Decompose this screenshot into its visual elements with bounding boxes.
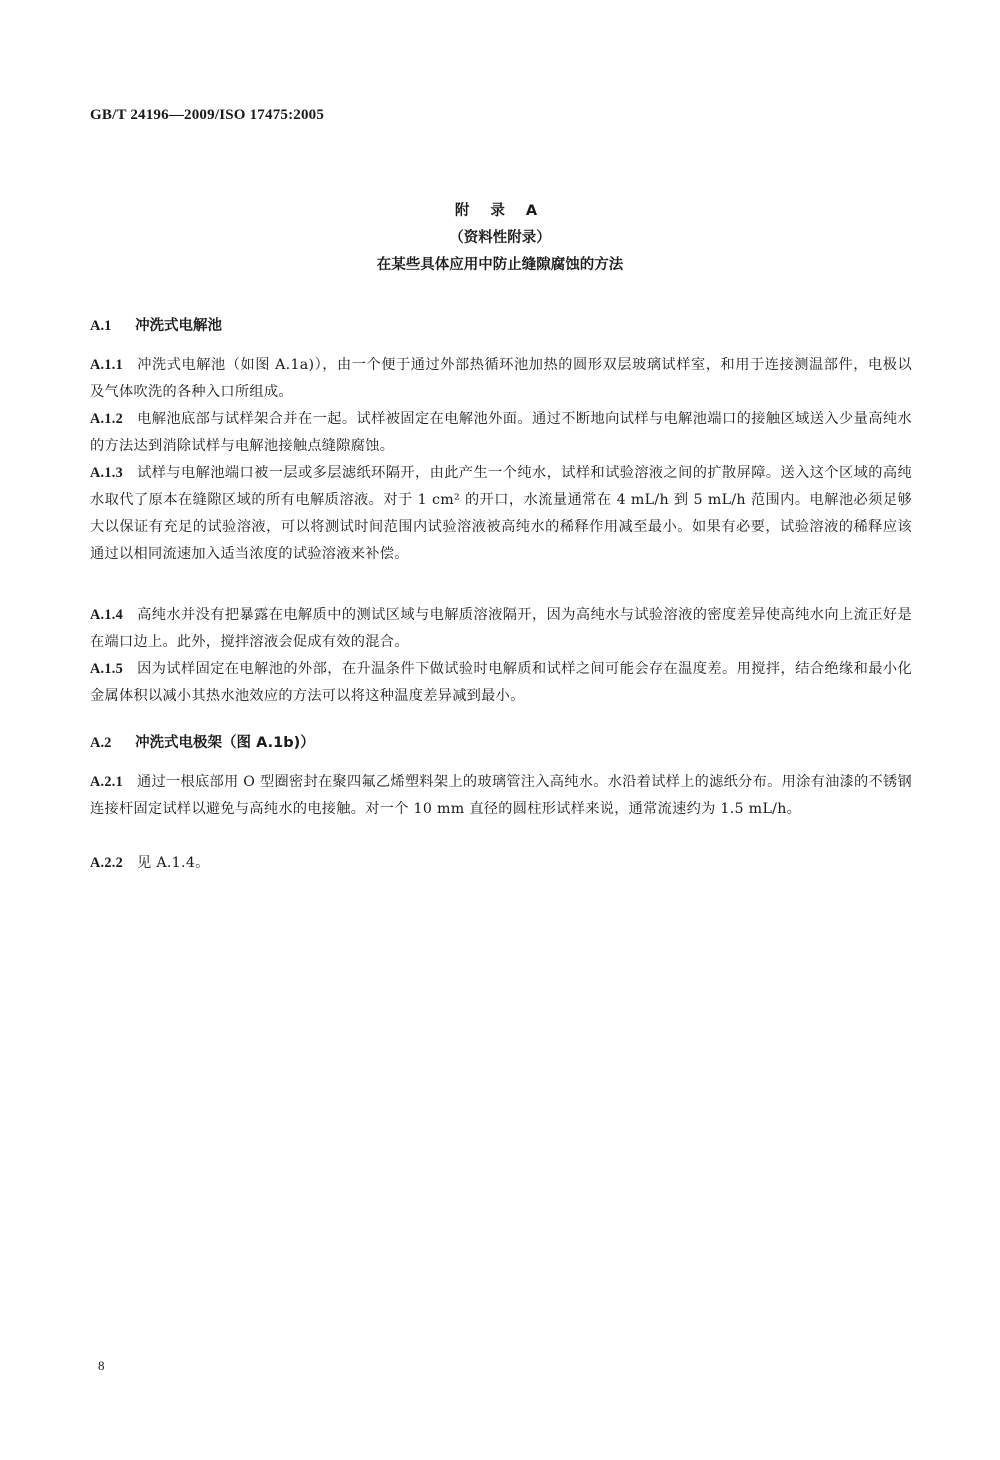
clause-number: A.2.1: [90, 774, 124, 790]
clause-a-1-2: [90, 406, 912, 460]
section-title: 冲洗式电解池: [135, 318, 223, 334]
clause-a-1-3: [90, 460, 912, 568]
clause-text: 因为试样固定在电解池的外部，在升温条件下做试验时电解质和试样之间可能会存在温度差。用搅拌，结合绝缘和最小化金属体积以减小其热水池效应的方法可以将这种温度差异减到最小。: [90, 661, 912, 704]
clause-number: A.1.2: [90, 411, 124, 427]
annex-label: 附 录 A: [454, 203, 546, 219]
clause-number: A.1.4: [90, 607, 124, 623]
section-heading-a2: [90, 731, 315, 752]
page-number: 8: [98, 1358, 105, 1373]
annex-title-block: [0, 198, 1000, 279]
clause-text: 高纯水并没有把暴露在电解质中的测试区域与电解质溶液隔开，因为高纯水与试验溶液的密度差异使高纯水向上流正好是在端口边上。此外，搅拌溶液会促成有效的混合。: [90, 607, 912, 650]
section-title: 冲洗式电极架（图 A.1b)）: [135, 735, 315, 751]
clause-text: 冲洗式电解池（如图 A.1a)），由一个便于通过外部热循环池加热的圆形双层玻璃试样室，和用于连接测温部件，电极以及气体吹洗的各种入口所组成。: [90, 357, 912, 400]
section-number: A.1: [90, 318, 112, 334]
clause-a-1-1: [90, 352, 912, 406]
clause-number: A.2.2: [90, 855, 124, 871]
annex-title: 在某些具体应用中防止缝隙腐蚀的方法: [376, 257, 624, 273]
clause-number: A.1.3: [90, 465, 124, 481]
section-number: A.2: [90, 735, 112, 751]
clause-text: 试样与电解池端口被一层或多层滤纸环隔开，由此产生一个纯水，试样和试验溶液之间的扩散屏障。送入这个区域的高纯水取代了原本在缝隙区域的所有电解质溶液。对于 1 cm² 的开口，水流量通常在 4 mL/h 到 5 mL/h 范围内。电解池必须足够大以保证有充足的试验溶液，可以将测试时间范围内试验溶液被高纯水的稀释作用减至最小。如果有必要，试验溶液的稀释应该通过以相同流速加入适当浓度的试验溶液来补偿。: [90, 465, 912, 562]
section-heading-a1: [90, 314, 222, 335]
clause-a-2-1: [90, 769, 912, 823]
clause-a-2-2: [90, 850, 912, 877]
clause-number: A.1.5: [90, 661, 124, 677]
clause-text: 见 A.1.4。: [137, 855, 210, 871]
clause-text: 通过一根底部用 O 型圈密封在聚四氟乙烯塑料架上的玻璃管注入高纯水。水沿着试样上的滤纸分布。用涂有油漆的不锈钢连接杆固定试样以避免与高纯水的电接触。对一个 10 mm 直径的圆柱形试样来说，通常流速约为 1.5 mL/h。: [90, 774, 912, 817]
clause-number: A.1.1: [90, 357, 124, 373]
clause-text: 电解池底部与试样架合并在一起。试样被固定在电解池外面。通过不断地向试样与电解池端口的接触区域送入少量高纯水的方法达到消除试样与电解池接触点缝隙腐蚀。: [90, 411, 912, 454]
clause-a-1-4: [90, 602, 912, 656]
standard-id-header: GB/T 24196—2009/ISO 17475:2005: [90, 107, 325, 123]
clause-a-1-5: [90, 656, 912, 710]
annex-type: （资料性附录）: [449, 230, 551, 246]
